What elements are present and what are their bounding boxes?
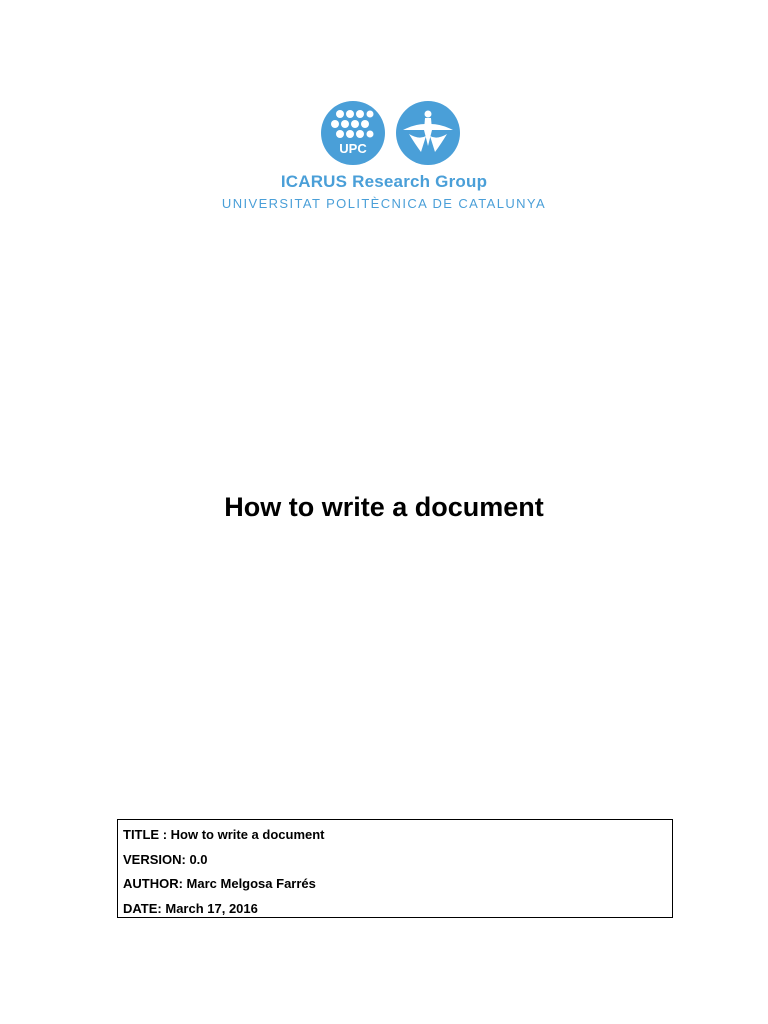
upc-logo-text: UPC — [339, 141, 367, 156]
upc-logo-icon — [320, 100, 386, 166]
header-logo-block — [0, 100, 768, 211]
info-title-line: TITLE : How to write a document — [123, 827, 325, 842]
university-name: UNIVERSITAT POLITÈCNICA DE CATALUNYA — [221, 196, 547, 211]
info-version-line: VERSION: 0.0 — [123, 851, 208, 867]
info-date-line: DATE: March 17, 2016 — [123, 900, 258, 916]
info-author-line: AUTHOR: Marc Melgosa Farrés — [123, 876, 316, 891]
group-name: ICARUS Research Group — [280, 172, 488, 191]
icarus-logo-icon — [395, 100, 461, 166]
logo-row — [0, 100, 768, 168]
document-info-box — [117, 819, 673, 918]
document-title: How to write a document — [224, 492, 544, 522]
